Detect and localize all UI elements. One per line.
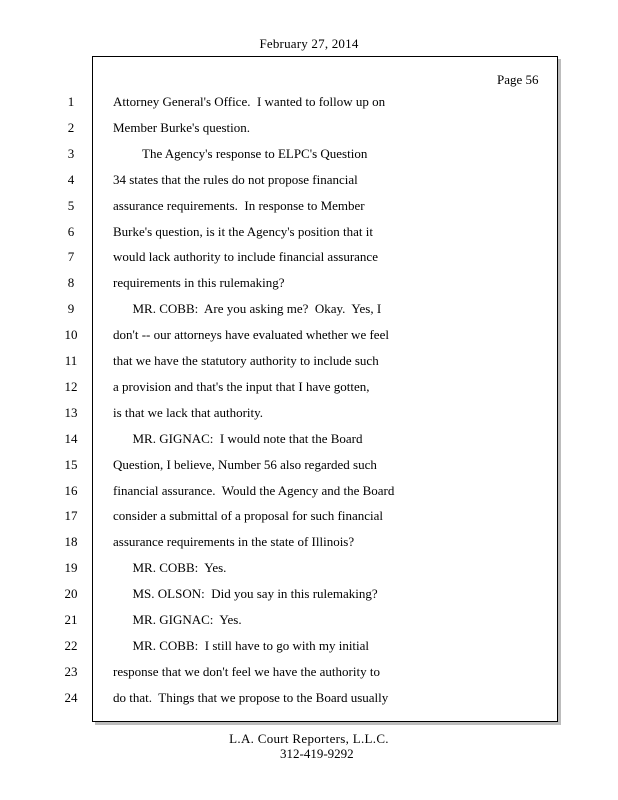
line-number: 15 bbox=[64, 456, 78, 472]
court-reporter-name: L.A. Court Reporters, L.L.C. bbox=[229, 731, 389, 746]
line-number: 24 bbox=[64, 689, 78, 705]
line-number: 19 bbox=[64, 560, 78, 576]
line-text: assurance requirements in the state of Illinois? bbox=[113, 534, 355, 550]
transcript-line bbox=[0, 173, 618, 199]
transcript-line bbox=[0, 302, 618, 328]
transcript-line bbox=[0, 691, 618, 717]
page-number: Page 56 bbox=[497, 72, 539, 87]
line-text: Burke's question, is it the Agency's position that it bbox=[113, 223, 373, 239]
line-text: MR. GIGNAC: I would note that the Board bbox=[113, 430, 363, 446]
transcript-date: February 27, 2014 bbox=[259, 36, 359, 51]
transcript-line bbox=[0, 380, 618, 406]
line-text: MS. OLSON: Did you say in this rulemaking? bbox=[113, 586, 378, 602]
line-text: do that. Things that we propose to the Board usually bbox=[113, 689, 389, 705]
line-text: a provision and that's the input that I have gotten, bbox=[113, 378, 370, 394]
line-number: 20 bbox=[64, 586, 78, 602]
line-number: 11 bbox=[64, 353, 78, 368]
transcript-line bbox=[0, 561, 618, 587]
line-text: financial assurance. Would the Agency and the Board bbox=[113, 482, 395, 498]
line-number: 9 bbox=[67, 301, 75, 317]
line-text: consider a submittal of a proposal for such financial bbox=[113, 508, 384, 524]
line-number: 2 bbox=[67, 119, 75, 135]
transcript-line bbox=[0, 535, 618, 561]
transcript-line bbox=[0, 613, 618, 639]
transcript-line bbox=[0, 432, 618, 458]
line-number: 18 bbox=[64, 534, 78, 550]
transcript-line bbox=[0, 587, 618, 613]
transcript-line bbox=[0, 250, 618, 276]
line-number: 12 bbox=[64, 378, 78, 394]
transcript-line bbox=[0, 225, 618, 251]
transcript-line bbox=[0, 95, 618, 121]
line-text: response that we don't feel we have the authority to bbox=[113, 663, 380, 679]
line-number: 8 bbox=[67, 275, 75, 291]
line-text: Question, I believe, Number 56 also regarded such bbox=[113, 456, 377, 472]
line-number: 10 bbox=[64, 327, 78, 343]
line-text: would lack authority to include financial assurance bbox=[113, 249, 378, 265]
line-number: 7 bbox=[67, 249, 75, 265]
transcript-line bbox=[0, 639, 618, 665]
line-number: 16 bbox=[64, 482, 78, 498]
line-text: MR. COBB: Are you asking me? Okay. Yes, I bbox=[113, 301, 382, 317]
line-text: MR. COBB: I still have to go with my initial bbox=[113, 637, 370, 653]
line-text: that we have the statutory authority to include such bbox=[113, 353, 379, 368]
line-text: don't -- our attorneys have evaluated whether we feel bbox=[113, 327, 389, 343]
line-text: 34 states that the rules do not propose financial bbox=[113, 171, 358, 187]
line-number: 4 bbox=[67, 171, 75, 187]
transcript-line bbox=[0, 121, 618, 147]
transcript-line bbox=[0, 484, 618, 510]
transcript-line bbox=[0, 354, 618, 380]
line-text: The Agency's response to ELPC's Question bbox=[113, 145, 368, 161]
line-number: 14 bbox=[64, 430, 78, 446]
line-number: 22 bbox=[64, 637, 78, 653]
transcript-line bbox=[0, 665, 618, 691]
transcript-line bbox=[0, 509, 618, 535]
line-text: Member Burke's question. bbox=[113, 119, 251, 135]
line-text: Attorney General's Office. I wanted to follow up on bbox=[113, 94, 386, 109]
line-number: 1 bbox=[67, 94, 75, 109]
transcript-line bbox=[0, 147, 618, 173]
line-number: 13 bbox=[64, 404, 78, 420]
transcript-line bbox=[0, 328, 618, 354]
line-number: 3 bbox=[67, 145, 75, 161]
line-text: requirements in this rulemaking? bbox=[113, 275, 285, 291]
court-reporter-phone: 312-419-9292 bbox=[280, 746, 354, 761]
transcript-line bbox=[0, 276, 618, 302]
transcript-line bbox=[0, 458, 618, 484]
line-number: 17 bbox=[64, 508, 78, 524]
line-text: assurance requirements. In response to Member bbox=[113, 197, 365, 213]
line-text: MR. COBB: Yes. bbox=[113, 560, 227, 576]
transcript-line bbox=[0, 199, 618, 225]
line-number: 21 bbox=[64, 612, 78, 627]
line-text: MR. GIGNAC: Yes. bbox=[113, 612, 242, 627]
line-number: 6 bbox=[67, 223, 75, 239]
line-number: 5 bbox=[67, 197, 75, 213]
line-text: is that we lack that authority. bbox=[113, 404, 264, 420]
line-number: 23 bbox=[64, 663, 78, 679]
transcript-line bbox=[0, 406, 618, 432]
